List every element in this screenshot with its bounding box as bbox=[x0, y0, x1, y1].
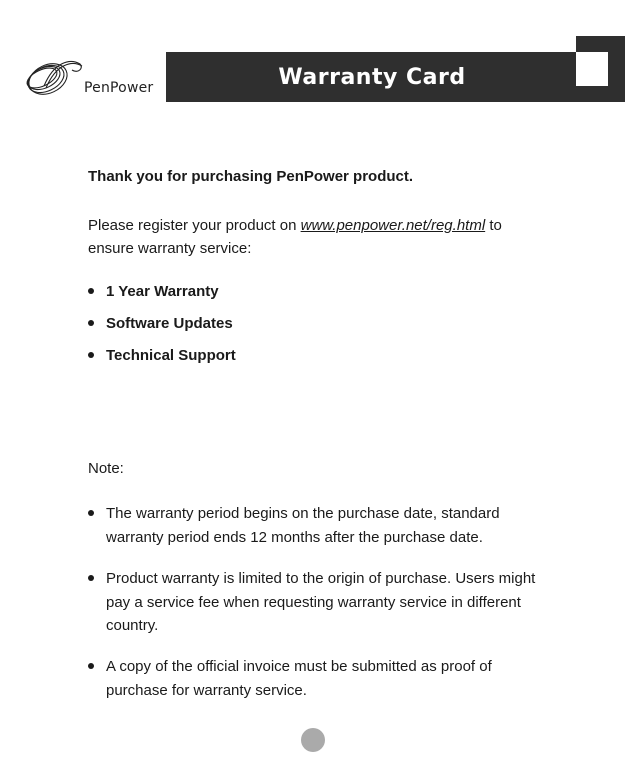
thank-you-heading: Thank you for purchasing PenPower product. bbox=[88, 168, 414, 185]
benefit-label: Software Updates bbox=[106, 314, 233, 332]
bullet-icon bbox=[88, 288, 94, 294]
register-text-before: Please register your product on bbox=[88, 217, 301, 234]
benefit-item bbox=[88, 275, 236, 307]
benefit-label: Technical Support bbox=[106, 346, 236, 364]
penpower-logo bbox=[22, 56, 162, 106]
bullet-icon bbox=[88, 575, 94, 581]
note-text: The warranty period begins on the purchase date, standard warranty period ends 12 months after the purchase date. bbox=[106, 505, 500, 546]
registration-link[interactable]: www.penpower.net/reg.html bbox=[300, 217, 486, 234]
brand-name: PenPower bbox=[84, 80, 154, 96]
note-item bbox=[88, 502, 556, 549]
bullet-icon bbox=[88, 663, 94, 669]
penpower-swirl-icon bbox=[22, 56, 88, 100]
benefits-list bbox=[88, 275, 236, 371]
bullet-icon bbox=[88, 510, 94, 516]
register-text-after: to ensure warranty service: bbox=[88, 217, 502, 257]
note-label: Note: bbox=[88, 460, 124, 477]
benefit-label: 1 Year Warranty bbox=[106, 282, 219, 300]
page-title: Warranty Card bbox=[278, 64, 466, 90]
note-item bbox=[88, 567, 556, 638]
bullet-icon bbox=[88, 320, 94, 326]
page-marker bbox=[301, 728, 325, 752]
note-text: A copy of the official invoice must be submitted as proof of purchase for warranty service. bbox=[106, 658, 492, 699]
title-bar bbox=[166, 52, 608, 102]
note-item bbox=[88, 655, 556, 702]
note-text: Product warranty is limited to the origin of purchase. Users might pay a service fee when requesting warranty service in different country. bbox=[106, 570, 536, 634]
corner-tab-window bbox=[576, 52, 608, 86]
benefit-item bbox=[88, 307, 236, 339]
register-text bbox=[88, 214, 548, 260]
bullet-icon bbox=[88, 352, 94, 358]
benefit-item bbox=[88, 339, 236, 371]
